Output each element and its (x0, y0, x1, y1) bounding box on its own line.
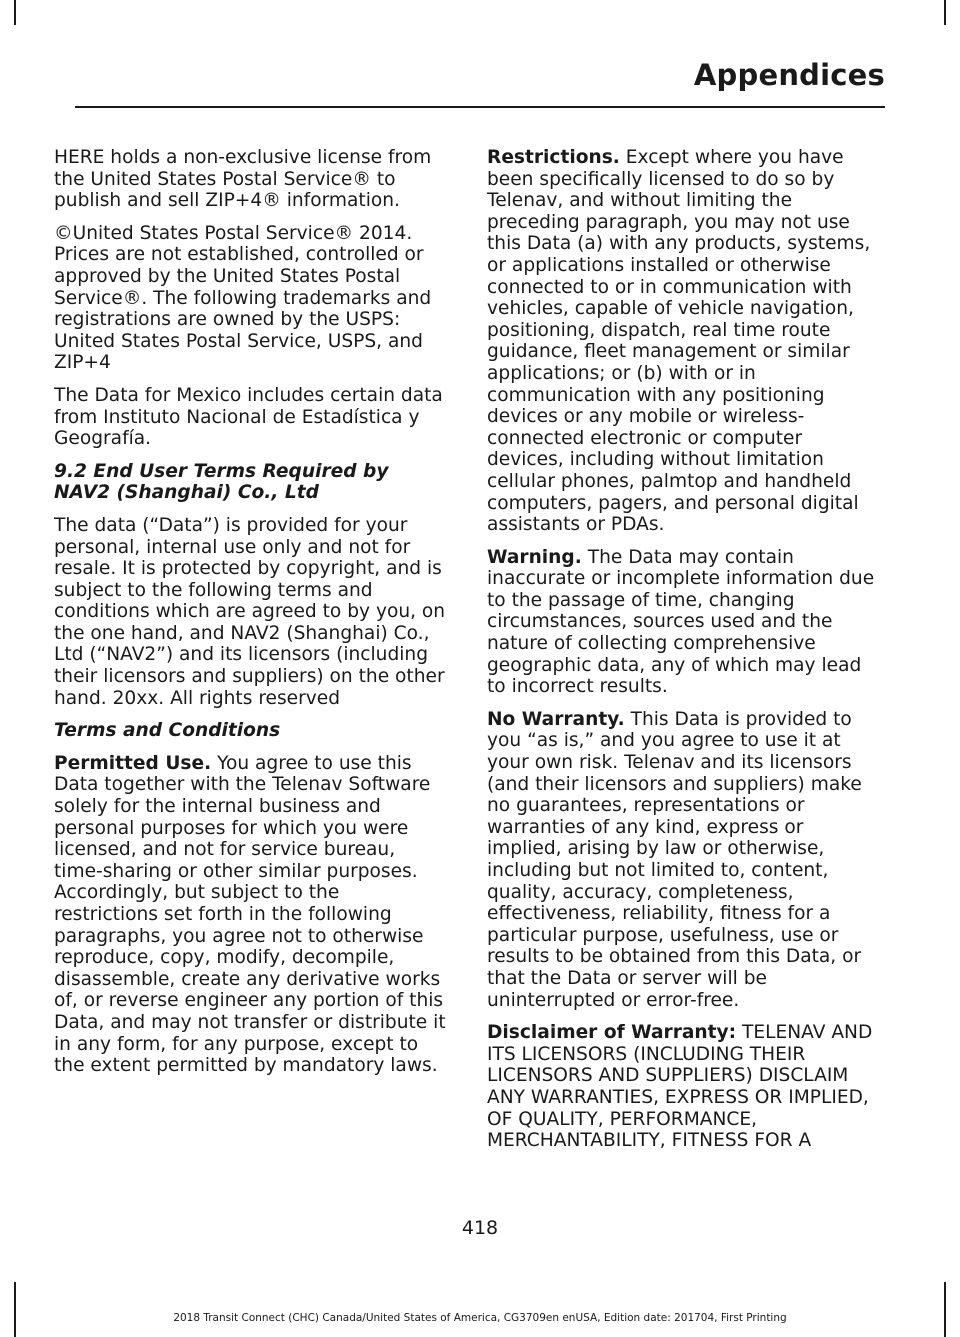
paragraph-body: This Data is provided to you “as is,” and you agree to use it at your own risk. Telenav and its licensors (and their licensors and suppliers) make no guarantees, representations or warranties of any kind, express or implied, arising by law or otherwise, including but not limited to, content, quality, accuracy, completeness, effectiveness, reliability, fitness for a particular purpose, usefulness, use or results to be obtained from this Data, or that the Data or server will be uninterrupted or error-free. (487, 708, 862, 1011)
paragraph-lead: No Warranty. (487, 708, 625, 730)
paragraph-lead: Permitted Use. (54, 752, 212, 774)
paragraph: HERE holds a non-exclusive license from the United States Postal Service® to publish and sell ZIP+4® information. (54, 147, 432, 212)
crop-mark-top-right (944, 0, 946, 25)
right-column (487, 147, 879, 1163)
paragraph: The data (“Data”) is provided for your personal, internal use only and not for resale. It is protected by copyright, and is subject to the following terms and conditions which are agreed to by you, on the one hand, and NAV2 (Shanghai) Co., Ltd (“NAV2”) and its licensors (including their licensors and suppliers) on the other hand. 20xx. All rights reserved (54, 514, 446, 709)
paragraph: The Data for Mexico includes certain data from Instituto Nacional de Estadística y Geografía. (54, 384, 443, 450)
paragraph (54, 753, 446, 1077)
paragraph (487, 547, 879, 698)
paragraph-body: TELENAV AND ITS LICENSORS (INCLUDING THEIR LICENSORS AND SUPPLIERS) DISCLAIM ANY WARRANTIES, EXPRESS OR IMPLIED, OF QUALITY, PERFORMANCE, MERCHANTABILITY, FITNESS FOR A (487, 1022, 873, 1152)
subsection-heading: Terms and Conditions (54, 720, 281, 742)
paragraph-lead: Restrictions. (487, 147, 620, 168)
paragraph (487, 709, 879, 1011)
crop-mark-bottom-left (14, 1282, 16, 1337)
paragraph-lead: Disclaimer of Warranty: (487, 1022, 737, 1044)
paragraph (487, 147, 879, 536)
paragraph-body: The Data may contain inaccurate or incomplete information due to the passage of time, changing circumstances, sources used and the nature of collecting comprehensive geographic data, any of which may lead to incorrect results. (487, 546, 875, 698)
crop-mark-top-left (14, 0, 16, 25)
paragraph-body: Except where you have been specifically licensed to do so by Telenav, and without limiting the preceding paragraph, you may not use this Data (a) with any products, systems, or applications installed or otherwise connected to or in communication with vehicles, capable of vehicle navigation, positioning, dispatch, real time route guidance, fleet management or similar applications; or (b) with or in communication with any positioning devices or any mobile or wireless-connected electronic or computer devices, including without limitation cellular phones, palmtop and handheld computers, pagers, and personal digital assistants or PDAs. (487, 147, 871, 536)
page-number: 418 (461, 1217, 499, 1239)
left-column (54, 147, 446, 1088)
header-divider (75, 106, 885, 108)
section-heading: 9.2 End User Terms Required by NAV2 (Shanghai) Co., Ltd (54, 460, 389, 504)
footer-text: 2018 Transit Connect (CHC) Canada/United States of America, CG3709en enUSA, Edition date: 201704, First Printing (173, 1312, 787, 1324)
paragraph: ©United States Postal Service® 2014. Prices are not established, controlled or approved by the United States Postal Service®. The following trademarks and registrations are owned by the USPS: United States Postal Service, USPS, and ZIP+4 (54, 222, 432, 374)
paragraph-lead: Warning. (487, 546, 582, 568)
page-title: Appendices (693, 58, 885, 92)
crop-mark-bottom-right (944, 1282, 946, 1337)
paragraph-body: You agree to use this Data together with the Telenav Software solely for the internal business and personal purposes for which you were licensed, and not for service bureau, time-sharing or other similar purposes. Accordingly, but subject to the restrictions set forth in the following paragraphs, you agree not to otherwise reproduce, copy, modify, decompile, disassemble, create any derivative works of, or reverse engineer any portion of this Data, and may not transfer or distribute it in any form, for any purpose, except to the extent permitted by mandatory laws. (54, 752, 446, 1077)
paragraph (487, 1022, 879, 1152)
